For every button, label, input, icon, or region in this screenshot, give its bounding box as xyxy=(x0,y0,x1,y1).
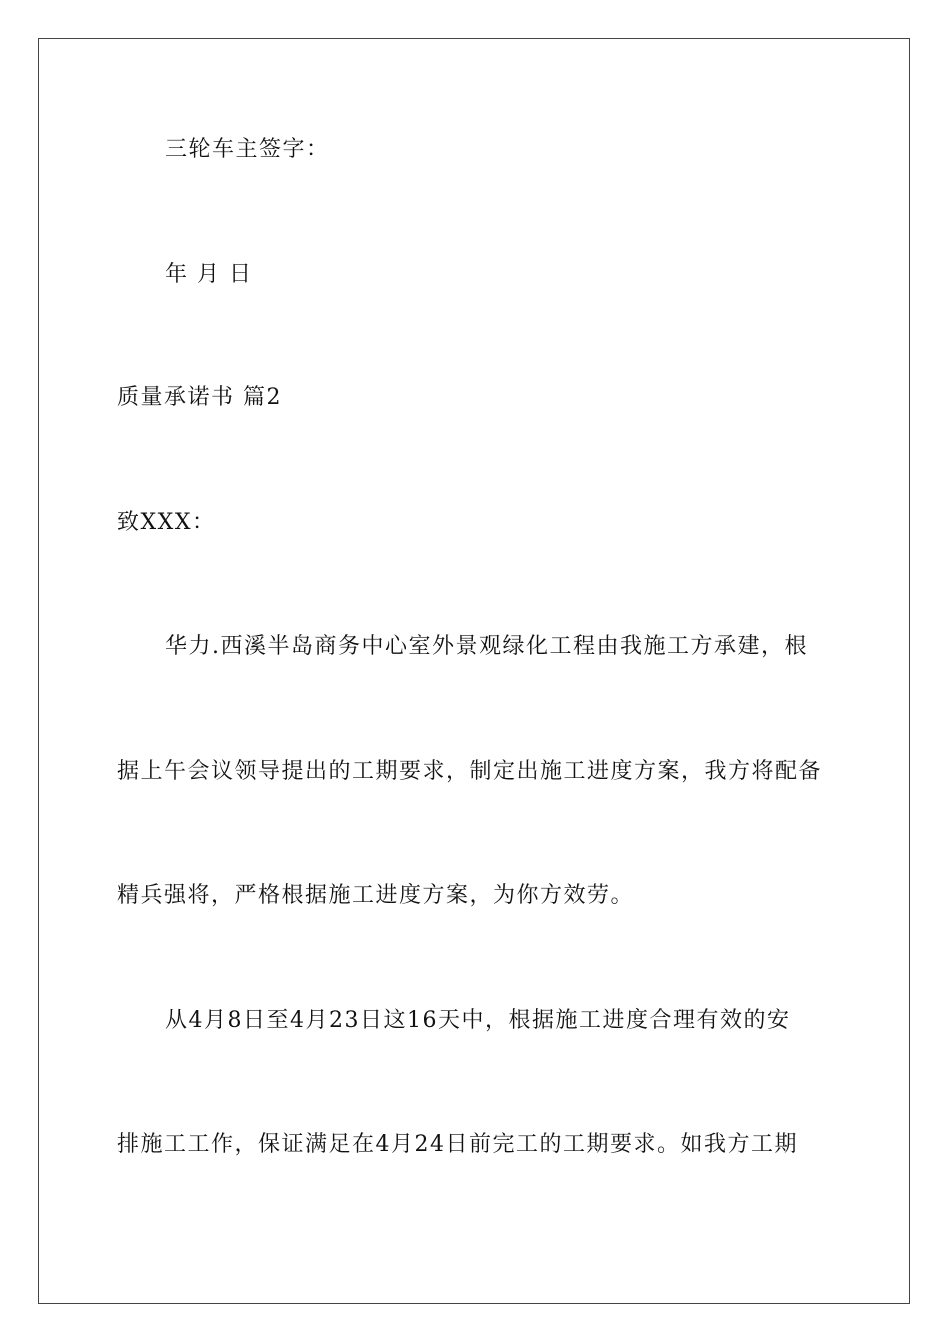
body-line-3: 精兵强将，严格根据施工进度方案，为你方效劳。 xyxy=(117,883,635,908)
body-line-1: 华力.西溪半岛商务中心室外景观绿化工程由我施工方承建，根 xyxy=(165,634,808,659)
page-border xyxy=(38,38,910,1304)
signature-date: 年 月 日 xyxy=(165,262,253,287)
body-line-2: 据上午会议领导提出的工期要求，制定出施工进度方案，我方将配备 xyxy=(117,759,823,784)
signature-label: 三轮车主签字： xyxy=(165,137,330,162)
section-title: 质量承诺书 篇2 xyxy=(117,385,282,410)
body-line-5: 排施工工作，保证满足在4月24日前完工的工期要求。如我方工期 xyxy=(117,1132,798,1157)
body-line-4: 从4月8日至4月23日这16天中，根据施工进度合理有效的安 xyxy=(165,1008,791,1033)
addressee: 致XXX： xyxy=(117,510,216,535)
